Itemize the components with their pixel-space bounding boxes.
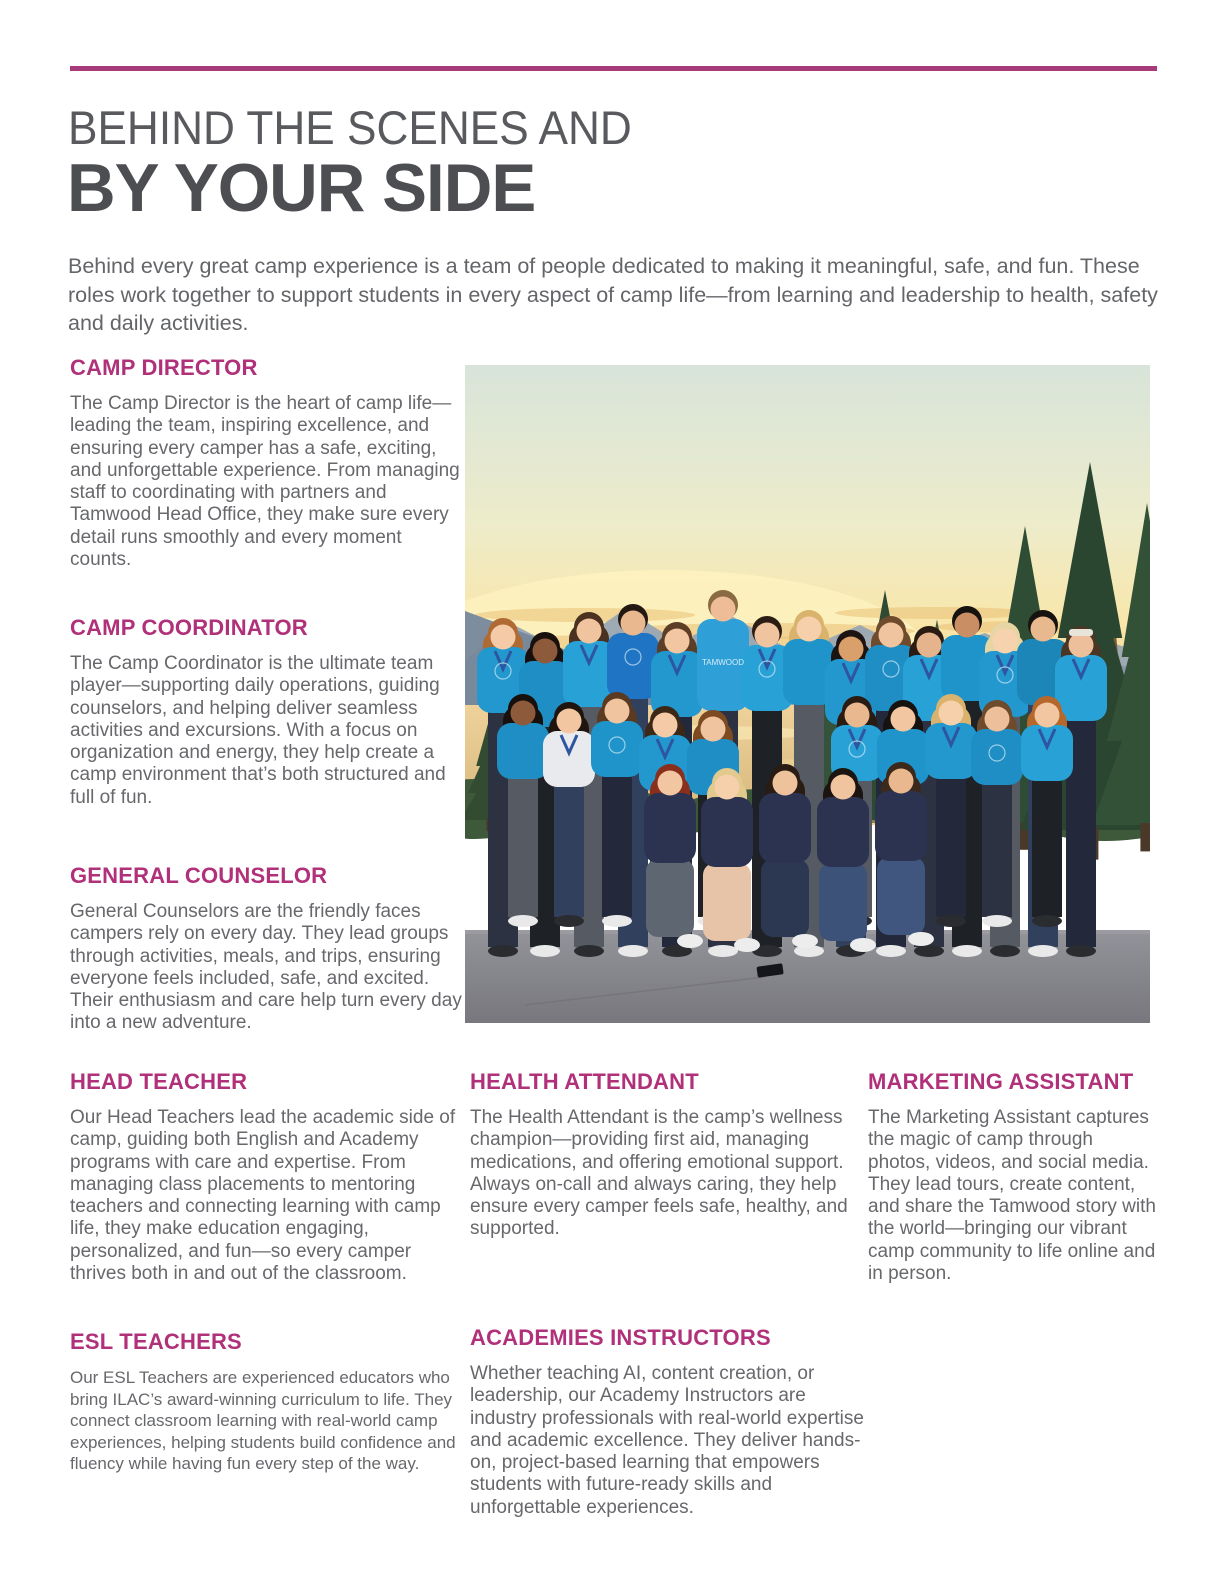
section-body-head-teacher: Our Head Teachers lead the academic side of camp, guiding both English and Academy programs with care and expertise. From managing class placements to mentoring teachers and connecting learning with camp life, they make education engaging, personalized, and fun—so every camper thrives both in and out of the classroom. — [70, 1107, 456, 1285]
top-accent-rule — [70, 66, 1157, 71]
section-body-general-counselor: General Counselors are the friendly faces campers rely on every day. They lead groups through activities, meals, and trips, ensuring everyone feels included, safe, and excited. Their enthusiasm and care help turn every day into a new adventure. — [70, 901, 462, 1034]
section-body-esl-teachers: Our ESL Teachers are experienced educators who bring ILAC’s award-winning curriculum to life. They connect classroom learning with real-world camp experiences, helping students build confidence and fluency while having fun every step of the way. — [70, 1368, 456, 1474]
section-body-camp-coordinator: The Camp Coordinator is the ultimate team player—supporting daily operations, guiding counselors, and helping deliver seamless activities and excursions. With a focus on organization and energy, they help create a camp environment that’s both structured and full of fun. — [70, 653, 446, 808]
shirt-logo-text: TAMWOOD — [701, 658, 745, 667]
section-heading-head-teacher: HEAD TEACHER — [70, 1069, 248, 1094]
section-marketing-assistant — [868, 1070, 1160, 1285]
photo-staff-group — [477, 590, 1107, 978]
page-title-line1: BEHIND THE SCENES AND — [68, 101, 632, 154]
section-heading-academies-instructors: ACADEMIES INSTRUCTORS — [470, 1325, 771, 1350]
section-heading-camp-director: CAMP DIRECTOR — [70, 355, 258, 380]
section-body-marketing-assistant: The Marketing Assistant captures the magic of camp through photos, videos, and social media. They lead tours, create content, and share the Tamwood story with the world—bringing our vibrant camp community to life online and in person. — [868, 1107, 1156, 1285]
section-head-teacher — [70, 1070, 468, 1285]
section-body-health-attendant: The Health Attendant is the camp’s wellness champion—providing first aid, managing medications, and offering emotional support. Always on-call and always caring, they help ensure every camper feels safe, healthy, and supported. — [470, 1107, 848, 1240]
intro-paragraph: Behind every great camp experience is a team of people dedicated to making it meaningful, safe, and fun. These roles work together to support students in every aspect of camp life—from learning and leadership to health, safety and daily activities. — [68, 254, 1158, 335]
section-heading-marketing-assistant: MARKETING ASSISTANT — [868, 1069, 1134, 1094]
section-heading-general-counselor: GENERAL COUNSELOR — [70, 863, 328, 888]
section-general-counselor — [70, 864, 468, 1035]
section-heading-health-attendant: HEALTH ATTENDANT — [470, 1069, 699, 1094]
section-health-attendant — [470, 1070, 866, 1241]
section-camp-coordinator — [70, 616, 468, 809]
section-heading-esl-teachers: ESL TEACHERS — [70, 1329, 242, 1354]
section-body-academies-instructors: Whether teaching AI, content creation, or leadership, our Academy Instructors are industry professionals with real-world expertise and academic excellence. They deliver hands-on, project-based learning that empowers students with future-ready skills and unforgettable experiences. — [470, 1363, 864, 1518]
camp-staff-group-photo — [465, 365, 1150, 1023]
section-camp-director — [70, 356, 468, 571]
section-heading-camp-coordinator: CAMP COORDINATOR — [70, 615, 308, 640]
section-academies-instructors — [470, 1326, 866, 1519]
section-body-camp-director: The Camp Director is the heart of camp life—leading the team, inspiring excellence, and ensuring every camper has a safe, exciting, and unforgettable experience. From managing staff to coordinating with partners and Tamwood Head Office, they make sure every detail runs smoothly and every moment counts. — [70, 393, 460, 571]
sunset-group-photo-illustration — [465, 365, 1150, 1023]
section-esl-teachers — [70, 1330, 478, 1475]
page-title-line2: BY YOUR SIDE — [67, 150, 536, 226]
